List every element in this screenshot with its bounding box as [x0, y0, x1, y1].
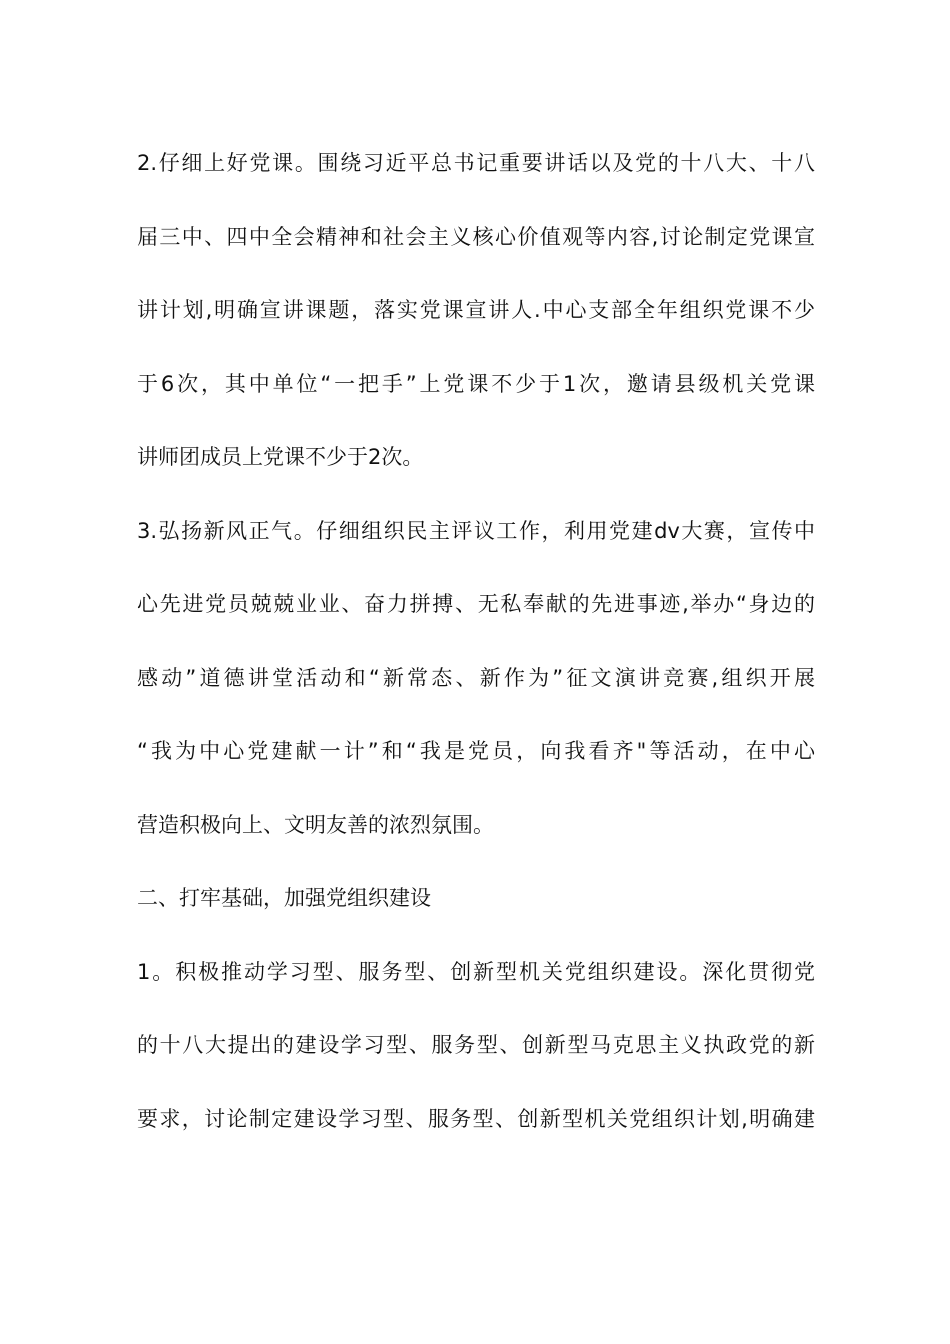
text-line: 届三中、四中全会精神和社会主义核心价值观等内容,讨论制定党课宣	[137, 224, 815, 249]
text-line: 讲计划,明确宣讲课题，落实党课宣讲人.中心支部全年组织党课不少	[137, 298, 815, 322]
text-line: 2.仔细上好党课。围绕习近平总书记重要讲话以及党的十八大、十八	[137, 151, 815, 175]
text-line: 心先进党员兢兢业业、奋力拼搏、无私奉献的先进事迹,举办“身边的	[137, 592, 815, 616]
text-line: 1。积极推动学习型、服务型、创新型机关党组织建设。深化贯彻党	[137, 959, 815, 984]
text-line: 的十八大提出的建设学习型、服务型、创新型马克思主义执政党的新	[137, 1033, 815, 1057]
text-line: 感动”道德讲堂活动和“新常态、新作为”征文演讲竞赛,组织开展	[137, 665, 815, 690]
text-line: 3.弘扬新风正气。仔细组织民主评议工作，利用党建dv大赛，宣传中	[137, 518, 815, 543]
text-line: 营造积极向上、文明友善的浓烈氛围。	[137, 812, 494, 837]
text-line: 讲师团成员上党课不少于2次。	[137, 445, 424, 469]
text-line: 于6次，其中单位“一把手”上党课不少于1次，邀请县级机关党课	[137, 371, 815, 396]
section-heading: 二、打牢基础，加强党组织建设	[137, 886, 431, 910]
body-text	[137, 140, 815, 1169]
text-line: “我为中心党建献一计”和“我是党员，向我看齐"等活动，在中心	[137, 739, 815, 763]
text-line: 要求，讨论制定建设学习型、服务型、创新型机关党组织计划,明确建	[137, 1106, 815, 1131]
